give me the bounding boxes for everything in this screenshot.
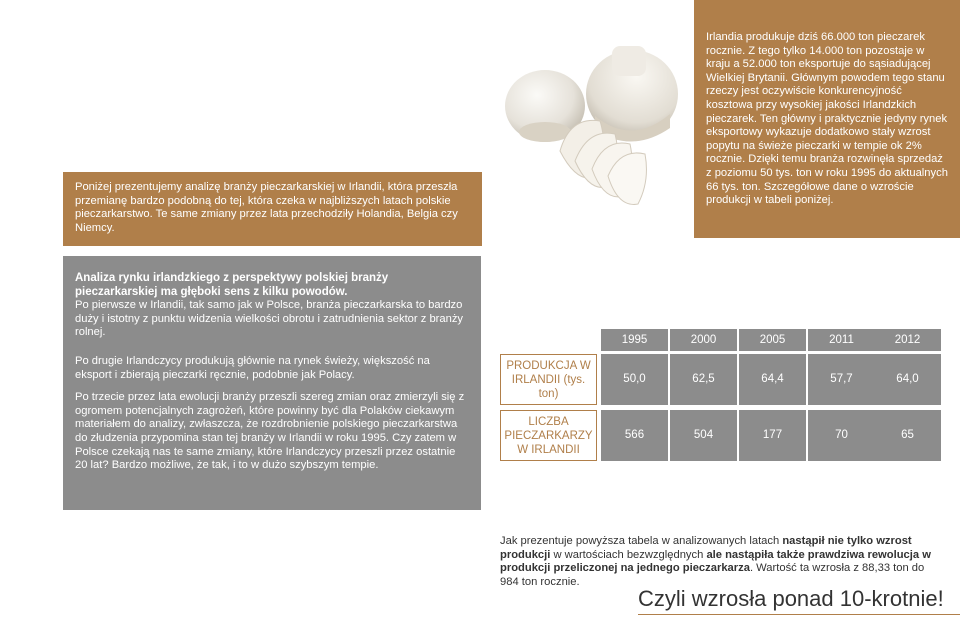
year-header-2000: 2000: [670, 329, 737, 351]
mushroom-illustration: [500, 36, 685, 211]
table-cell: 57,7: [808, 354, 875, 405]
table-cell: 70: [808, 410, 875, 461]
intro-box: [63, 172, 482, 246]
analysis-paragraph-1: Po pierwsze w Irlandii, tak samo jak w Polsce, branża pieczarkarska to bardzo duży i istotny z punktu widzenia wielkości obrotu i zatrudnienia sektor z branży rolnej.: [75, 299, 464, 339]
conclusion-bold-2: ale nastąpiła także prawdziwa rewolucja w produkcji przeliczonej na jednego pieczarkarza: [500, 548, 931, 575]
tagline: Czyli wzrosła ponad 10-krotnie!: [638, 586, 944, 611]
analysis-heading: Analiza rynku irlandzkiego z perspektywy polskiej branży pieczarkarskiej ma głęboki sens z kilku powodów.: [75, 272, 389, 298]
intro-text: Poniżej prezentujemy analizę branży pieczarkarskiej w Irlandii, która przeszła przemianę bardzo podobną do tej, która czeka w najbliższych latach polskie pieczarkarstwo. Te same zmiany przez lata przechodziły Holandia, Belgia czy Niemcy.: [75, 181, 458, 234]
table-cell: 177: [739, 410, 806, 461]
conclusion-part-2: w wartościach bezwzględnych: [550, 548, 707, 561]
table-cell: 64,0: [874, 354, 941, 405]
conclusion-bold-1: nastąpił nie tylko wzrost produkcji: [500, 535, 912, 561]
ireland-facts-text: Irlandia produkuje dziś 66.000 ton pieczarek rocznie. Z tego tylko 14.000 ton pozostaje w kraju a 52.000 ton eksportuje do sąsiadującej Wielkiej Brytanii. Głównym powodem tego stanu rzeczy jest oczywiście konkurencyjność kosztowa przy wysokiej jakości Irlandzkich pieczarek. Ten główny i praktycznie jedyny rynek eksportowy wykazuje dodatkowo stały wzrost popytu na świeże pieczarki w tempie ok 2% rocznie. Dzięki temu branża rozwinęła sprzedaż z poziomu 50 tys. ton w roku 1995 do aktualnych 66 tys. ton. Szczegółowe dane o wzroście produkcji w tabeli poniżej.: [706, 31, 948, 207]
table-cell: 504: [670, 410, 737, 461]
table-cell: 65: [874, 410, 941, 461]
table-cell: 566: [601, 410, 668, 461]
row-label-production: PRODUKCJA W IRLANDII (tys. ton): [500, 354, 597, 405]
ireland-facts-box: [694, 0, 960, 238]
analysis-paragraph-2: Po drugie Irlandczycy produkują głównie na rynek świeży, większość na eksport i zbierają pieczarki ręcznie, podobnie jak Polacy.: [75, 354, 430, 381]
conclusion-text: [500, 535, 945, 589]
analysis-box: [63, 256, 481, 510]
conclusion-part-1: Jak prezentuje powyższa tabela w analizowanych latach: [500, 535, 783, 547]
year-header-2005: 2005: [739, 329, 806, 351]
tagline-underline: [638, 614, 960, 615]
year-header-2012: 2012: [874, 329, 941, 351]
conclusion-part-3: . Wartość ta wzrosła z 88,33 ton do 984 ton rocznie.: [500, 562, 925, 588]
mushroom-image: [500, 36, 685, 211]
year-header-1995: 1995: [601, 329, 668, 351]
table-cell: 64,4: [739, 354, 806, 405]
table-cell: 50,0: [601, 354, 668, 405]
year-header-2011: 2011: [808, 329, 875, 351]
row-label-growers: LICZBA PIECZARKARZY W IRLANDII: [500, 410, 597, 461]
analysis-paragraph-3: Po trzecie przez lata ewolucji branży przeszli szereg zmian oraz zmierzyli się z ogromem potencjalnych zagrożeń, które powinny być dla Polaków ciekawym materiałem do analizy, zwłaszcza, że rozdrobnienie polskiego pieczarkarstwa do złudzenia przypomina stan tej branży w Irlandii w roku 1995. Czy zatem w Polsce czekają nas te same zmiany, które Irlandczycy przeszli przez ostatnie 20 lat? Bardzo możliwe, że tak, i to w dużo szybszym tempie.: [75, 391, 465, 472]
table-cell: 62,5: [670, 354, 737, 405]
